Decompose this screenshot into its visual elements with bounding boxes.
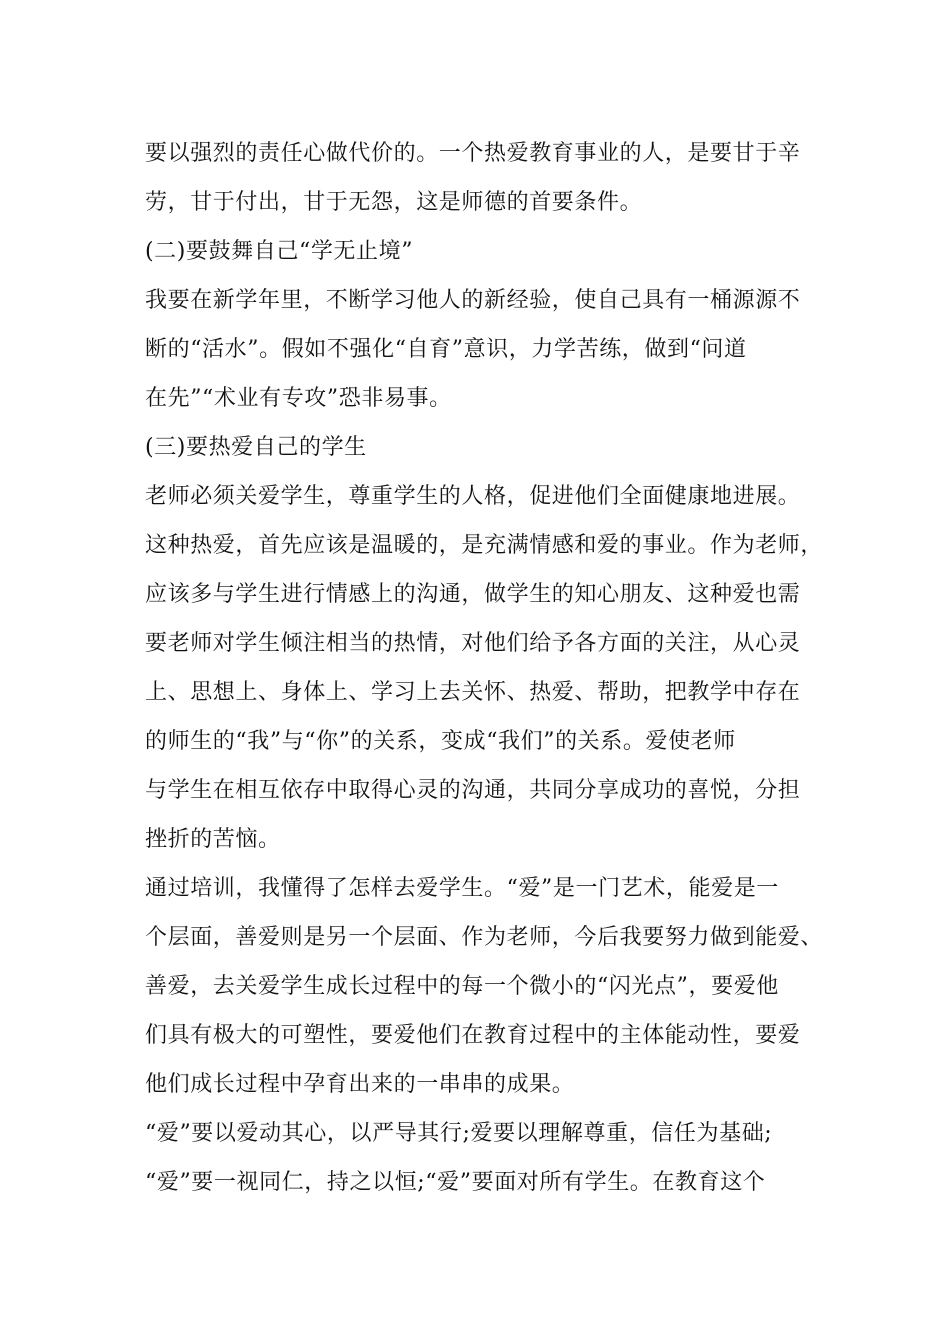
text-line: 劳，甘于付出，甘于无怨，这是师德的首要条件。: [145, 190, 643, 215]
text-line: “爱”要一视同仁，持之以恒;“爱”要面对所有学生。在教育这个: [145, 1170, 766, 1195]
text-line: 的师生的“我”与“你”的关系，变成“我们”的关系。爱使老师: [145, 729, 736, 754]
text-line: 我要在新学年里，不断学习他人的新经验，使自己具有一桶源源不: [145, 288, 801, 313]
text-line: 老师必须关爱学生，尊重学生的人格，促进他们全面健康地进展。: [145, 484, 801, 509]
section-heading: (二)要鼓舞自己“学无止境”: [145, 239, 414, 264]
text-line: 要老师对学生倾注相当的热情，对他们给予各方面的关注，从心灵: [145, 631, 801, 656]
text-line: 要以强烈的责任心做代价的。一个热爱教育事业的人，是要甘于辛: [145, 141, 801, 166]
text-line: 善爱，去关爱学生成长过程中的每一个微小的“闪光点”，要爱他: [145, 974, 779, 999]
text-line: 他们成长过程中孕育出来的一串串的成果。: [145, 1072, 575, 1097]
text-line: 断的“活水”。假如不强化“自育”意识，力学苦练，做到“问道: [145, 337, 747, 362]
text-line: 上、思想上、身体上、学习上去关怀、热爱、帮助，把教学中存在: [145, 680, 801, 705]
text-line: 应该多与学生进行情感上的沟通，做学生的知心朋友、这种爱也需: [145, 582, 801, 607]
text-line: 在先”“术业有专攻”恐非易事。: [145, 386, 452, 411]
text-line: 挫折的苦恼。: [145, 827, 281, 852]
section-heading: (三)要热爱自己的学生: [145, 435, 367, 460]
text-line: 通过培训，我懂得了怎样去爱学生。“爱”是一门艺术，能爱是一: [145, 876, 779, 901]
text-line: 这种热爱，首先应该是温暖的，是充满情感和爱的事业。作为老师，: [145, 533, 824, 558]
text-line: 们具有极大的可塑性，要爱他们在教育过程中的主体能动性，要爱: [145, 1023, 801, 1048]
text-line: 与学生在相互依存中取得心灵的沟通，共同分享成功的喜悦，分担: [145, 778, 801, 803]
text-line: “爱”要以爱动其心，以严导其行;爱要以理解尊重，信任为基础;: [145, 1121, 773, 1146]
text-line: 个层面，善爱则是另一个层面、作为老师，今后我要努力做到能爱、: [145, 925, 824, 950]
